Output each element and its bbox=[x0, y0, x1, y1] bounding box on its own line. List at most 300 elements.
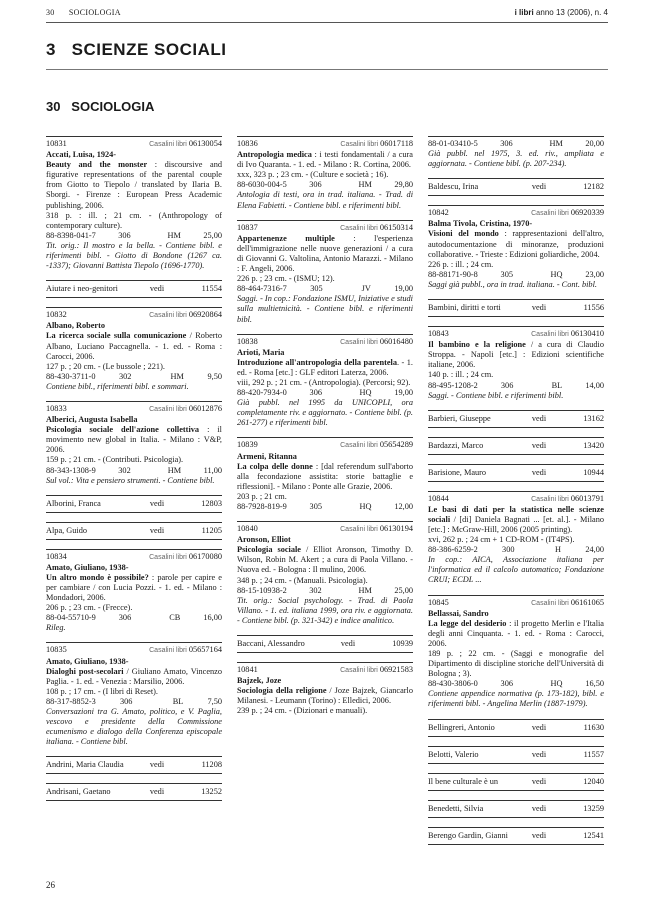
cross-reference bbox=[428, 178, 604, 196]
entry-description: : [dal referendum sull'aborto alla fecondazione assistita: storie battaglie e riflessioni]. - Milano : Ponte alle Grazie, 2006. bbox=[237, 461, 413, 491]
column-2 bbox=[237, 136, 413, 726]
isbn: 88-430-3711-0 bbox=[46, 371, 96, 381]
footer-page-number: 26 bbox=[46, 880, 55, 890]
entry-author: Arioti, Maria bbox=[237, 347, 285, 357]
isbn-row bbox=[46, 231, 222, 241]
entry-description: / Joze Bajzek, Giancarlo Milanesi. - Leumann (Torino) : Elledici, 2006. bbox=[237, 686, 413, 706]
entry-source bbox=[149, 310, 222, 321]
entry-number: 10837 bbox=[237, 222, 258, 232]
isbn: 88-495-1208-2 bbox=[428, 380, 478, 390]
entry-description: : i testi fondamentali / a cura di Ivo Quaranta. - 1. ed. - Milano : R. Cortina, 2006. bbox=[237, 150, 413, 170]
entry-source bbox=[340, 337, 413, 348]
entry-body bbox=[428, 340, 604, 370]
xref-see: vedi bbox=[531, 803, 547, 813]
xref-number: 11205 bbox=[201, 525, 222, 535]
cross-reference bbox=[46, 495, 222, 513]
entry-number: 10844 bbox=[428, 493, 449, 503]
entry-title: Psicologia sociale dell'azione collettiva bbox=[46, 425, 200, 435]
entry-number: 10843 bbox=[428, 329, 449, 339]
cross-reference bbox=[428, 773, 604, 791]
source-code: 06013791 bbox=[570, 493, 604, 503]
catalog-entry bbox=[46, 642, 222, 747]
price: 29,80 bbox=[394, 180, 413, 190]
source-label: Casalini libri bbox=[531, 210, 569, 218]
xref-see: vedi bbox=[531, 722, 547, 732]
cross-reference bbox=[428, 464, 604, 482]
journal-name: i libri bbox=[514, 8, 534, 17]
entry-id-row bbox=[428, 208, 604, 219]
entry-id-row bbox=[428, 494, 604, 505]
entry-description: : parole per capire e per cambiare / con Lucia Pozzi. - 1. ed. - Milano : Mondadori, 2006. bbox=[46, 572, 222, 603]
entry-description: : discoursive and figurative representations of the parental couple from Giotto to Tiepolo / translated by Ilaria B. Sborgi. - Firenze : European Press Academic publishing, 2006. bbox=[46, 160, 222, 210]
entry-title: Un altro mondo è possibile? bbox=[46, 572, 149, 582]
xref-number: 10944 bbox=[583, 467, 604, 477]
entry-author: Albano, Roberto bbox=[46, 321, 106, 331]
price: 14,00 bbox=[585, 380, 604, 390]
entry-description: / Elliot Aronson, Timothy D. Wilson, Robin M. Akert ; a cura di Paola Villano. - Nuova ed. - Bologna : Il mulino, 2006. bbox=[237, 545, 413, 575]
cross-reference bbox=[428, 827, 604, 845]
entry-notes: Tit. orig.: Il mostro e la bella. - Contiene bibl. e riferimenti bibl. - Giotto di Bondone (1267 ca. -1337); Giovanni Battista Tiepolo (1696-1770). bbox=[46, 240, 222, 271]
classification bbox=[287, 586, 395, 596]
classification bbox=[287, 180, 395, 190]
dewey-number: 305 bbox=[310, 284, 323, 294]
entry-physical: 348 p. ; 24 cm. - (Manuali. Psicologia). bbox=[237, 575, 368, 585]
entry-id-row bbox=[237, 337, 413, 348]
entry-description: . - 1. ed. - Roma [etc.] : GLF editori Laterza, 2006. bbox=[237, 357, 413, 377]
entry-title: Visioni del mondo bbox=[428, 229, 499, 239]
source-label: Casalini libri bbox=[149, 312, 187, 320]
entry-description: : il movimento new global in Italia. - Milano : V&P, 2006. bbox=[46, 425, 222, 455]
entry-number: 10840 bbox=[237, 524, 258, 534]
source-label: Casalini libri bbox=[340, 338, 378, 346]
entry-id-row bbox=[237, 440, 413, 451]
source-label: Casalini libri bbox=[531, 331, 569, 339]
entry-title: Psicologia sociale bbox=[237, 545, 301, 555]
entry-author: Aronson, Elliot bbox=[237, 535, 291, 545]
catalog-entry bbox=[428, 595, 604, 710]
entry-title: La legge del desiderio bbox=[428, 618, 507, 628]
price: 25,00 bbox=[203, 230, 222, 240]
lc-class: HQ bbox=[550, 269, 563, 279]
price: 23,00 bbox=[585, 269, 604, 279]
xref-see: vedi bbox=[531, 749, 547, 759]
catalog-entry bbox=[237, 136, 413, 211]
catalog-entry bbox=[428, 326, 604, 401]
xref-number: 13162 bbox=[583, 413, 604, 423]
xref-name: Barbieri, Giuseppe bbox=[428, 413, 491, 423]
entry-source bbox=[340, 223, 413, 234]
xref-number: 11630 bbox=[583, 722, 604, 732]
catalog-entry bbox=[237, 662, 413, 716]
catalog-entry bbox=[46, 307, 222, 392]
entry-physical: 226 p. ; 23 cm. - (ISMU; 12). bbox=[237, 274, 335, 284]
xref-see: vedi bbox=[531, 776, 547, 786]
dewey-number: 306 bbox=[309, 388, 322, 398]
entry-source bbox=[531, 598, 604, 609]
cross-reference bbox=[46, 522, 222, 540]
isbn-row bbox=[428, 270, 604, 280]
entry-source bbox=[149, 552, 222, 563]
isbn: 88-88171-90-8 bbox=[428, 269, 478, 279]
entry-number: 10834 bbox=[46, 551, 67, 561]
classification bbox=[96, 697, 208, 707]
classification bbox=[478, 679, 586, 689]
entry-author: Armeni, Ritanna bbox=[237, 451, 297, 461]
entry-number: 10835 bbox=[46, 645, 67, 655]
entry-number: 10839 bbox=[237, 440, 258, 450]
xref-name: Bardazzi, Marco bbox=[428, 440, 484, 450]
classification bbox=[287, 388, 395, 398]
entry-number: 10838 bbox=[237, 336, 258, 346]
entry-id-row bbox=[46, 310, 222, 321]
entry-body bbox=[237, 545, 413, 575]
xref-number: 11556 bbox=[583, 303, 604, 313]
entry-physical: xxx, 323 p. ; 23 cm. - (Culture e società ; 16). bbox=[237, 170, 389, 180]
xref-name: Bellingreri, Antonio bbox=[428, 722, 495, 732]
entry-physical: 108 p. ; 17 cm. - (I libri di Reset). bbox=[46, 686, 158, 696]
entry-source bbox=[340, 665, 413, 676]
lc-class: H bbox=[555, 545, 562, 555]
xref-number: 12182 bbox=[583, 182, 604, 192]
xref-name: Benedetti, Silvia bbox=[428, 803, 484, 813]
cross-reference bbox=[428, 410, 604, 428]
source-code: 06920339 bbox=[570, 208, 604, 218]
lc-class: HQ bbox=[359, 388, 372, 398]
entry-physical: 189 p. ; 22 cm. - (Saggi e monografie del Dipartimento di discipline storiche dell'Università di Bologna ; 3). bbox=[428, 649, 604, 679]
lc-class: JV bbox=[361, 284, 371, 294]
lc-class: HM bbox=[167, 230, 181, 240]
dewey-number: 306 bbox=[500, 139, 513, 148]
entry-notes: Già pubbl. nel 1995 da UNICOPLI, ora completamente riv. e aggiornato. - Contiene bibl. (p. 261-277) e riferimenti bibl. bbox=[237, 398, 413, 428]
price: 19,00 bbox=[394, 284, 413, 294]
entry-source bbox=[149, 139, 222, 150]
entry-body bbox=[428, 619, 604, 649]
entry-number: 10845 bbox=[428, 597, 449, 607]
entry-number: 10841 bbox=[237, 665, 258, 675]
chapter-title: 3 SCIENZE SOCIALI bbox=[46, 40, 227, 59]
entry-id-row bbox=[428, 598, 604, 609]
entry-author: Accati, Luisa, 1924- bbox=[46, 150, 117, 160]
source-code: 06130054 bbox=[188, 139, 222, 148]
xref-see: vedi bbox=[149, 525, 165, 535]
classification bbox=[478, 545, 586, 555]
dewey-number: 306 bbox=[119, 696, 133, 706]
entry-description: / Giuliano Amato, Vincenzo Paglia. - 1. ed. - Venezia : Marsilio, 2006. bbox=[46, 666, 222, 686]
price: 16,00 bbox=[203, 613, 222, 623]
source-label: Casalini libri bbox=[531, 599, 569, 607]
xref-see: vedi bbox=[531, 303, 547, 313]
entry-body bbox=[237, 462, 413, 492]
source-code: 06017118 bbox=[380, 139, 413, 148]
xref-see: vedi bbox=[340, 639, 356, 649]
xref-number: 12040 bbox=[583, 776, 604, 786]
entry-source bbox=[149, 404, 222, 415]
entry-notes: Tit. orig.: Social psychology. - Trad. di Paola Villano. - 1. ed. italiana 1999, ora riv. e aggiornata. - Contiene bibl. (p. 321-342) e indice analitico. bbox=[237, 595, 413, 625]
entry-title: Antropologia medica bbox=[237, 150, 312, 160]
entry-title: Le basi di dati per la statistica nelle scienze sociali bbox=[428, 504, 604, 524]
isbn: 88-317-8852-3 bbox=[46, 696, 96, 706]
source-label: Casalini libri bbox=[340, 141, 379, 148]
dewey-number: 306 bbox=[500, 679, 513, 689]
isbn: 88-6030-004-5 bbox=[237, 180, 287, 190]
entry-title: Appartenenze multiple bbox=[237, 233, 335, 243]
source-code: 06016480 bbox=[379, 336, 413, 346]
entry-body bbox=[46, 573, 222, 603]
entry-body bbox=[237, 234, 413, 274]
cross-reference bbox=[428, 299, 604, 317]
entry-source bbox=[531, 208, 604, 219]
dewey-number: 305 bbox=[500, 269, 513, 279]
isbn-row bbox=[428, 139, 604, 149]
entry-notes: Saggi. - Contiene bibl. e riferimenti bibl. bbox=[428, 390, 564, 400]
source-label: Casalini libri bbox=[340, 667, 378, 675]
dewey-number: 306 bbox=[500, 380, 514, 390]
entry-body bbox=[237, 358, 413, 378]
catalog-entry bbox=[237, 334, 413, 429]
lc-class: BL bbox=[551, 380, 563, 390]
isbn: 88-04-55710-9 bbox=[46, 613, 96, 623]
cross-reference bbox=[428, 746, 604, 764]
entry-author: Alberici, Augusta Isabella bbox=[46, 415, 138, 425]
entry-physical: 206 p. ; 23 cm. - (Frecce). bbox=[46, 603, 133, 613]
entry-notes: Saggi. - In cop.: Fondazione ISMU, Iniziative e studi sulla multietnicità. - Contiene bibl. e riferimenti bibl. bbox=[237, 294, 413, 324]
xref-number: 12803 bbox=[201, 498, 222, 508]
price: 12,00 bbox=[394, 502, 413, 511]
lc-class: HM bbox=[167, 465, 182, 475]
dewey-number: 306 bbox=[118, 230, 131, 240]
dewey-number: 305 bbox=[309, 502, 322, 511]
entry-title: Introduzione all'antropologia della parentela bbox=[237, 357, 397, 367]
entry-number: 10833 bbox=[46, 403, 67, 413]
dewey-number: 302 bbox=[118, 465, 131, 475]
classification bbox=[287, 502, 395, 512]
xref-see: vedi bbox=[149, 498, 165, 508]
entry-id-row bbox=[237, 139, 413, 150]
entry-author: Amato, Giuliano, 1938- bbox=[46, 562, 129, 572]
xref-number: 11208 bbox=[201, 760, 222, 770]
xref-number: 11554 bbox=[201, 284, 222, 294]
source-code: 06150314 bbox=[379, 222, 413, 232]
entry-title: Il bambino e la religione bbox=[428, 340, 526, 350]
cross-reference bbox=[237, 635, 413, 653]
catalog-entry bbox=[46, 401, 222, 486]
source-code: 06130410 bbox=[570, 329, 604, 339]
isbn-row bbox=[46, 697, 222, 707]
catalog-entry bbox=[237, 437, 413, 512]
journal-issue: anno 13 (2006), n. 4 bbox=[535, 8, 608, 17]
isbn-row bbox=[237, 586, 413, 596]
running-header-left bbox=[46, 8, 133, 17]
xref-name: Andrini, Maria Claudia bbox=[46, 760, 124, 770]
cross-reference bbox=[428, 800, 604, 818]
entry-notes: Conversazioni tra G. Amato, politico, e V. Paglia, vescovo e presidente della Commissione ecumenismo e dialogo della Conferenza episcopale italiana. - Contiene bibl. bbox=[46, 707, 222, 747]
lc-class: BL bbox=[172, 696, 184, 706]
cross-reference bbox=[428, 719, 604, 737]
price: 9,50 bbox=[207, 371, 222, 381]
lc-class: CB bbox=[169, 613, 181, 623]
isbn-row bbox=[237, 502, 413, 512]
price: 24,00 bbox=[585, 545, 604, 555]
source-code: 05654289 bbox=[379, 440, 413, 450]
classification bbox=[96, 466, 204, 476]
entry-notes: Sul vol.: Vita e pensiero strumenti. - Contiene bibl. bbox=[46, 475, 215, 485]
xref-see: vedi bbox=[531, 467, 547, 477]
isbn-row bbox=[237, 284, 413, 294]
xref-name: Berengo Gardin, Gianni bbox=[428, 830, 508, 840]
entry-body bbox=[46, 160, 222, 210]
xref-name: Belotti, Valerio bbox=[428, 749, 479, 759]
entry-physical: 318 p. : ill. ; 21 cm. - (Anthropology of contemporary culture). bbox=[46, 210, 222, 230]
isbn: 88-420-7934-0 bbox=[237, 388, 287, 398]
isbn: 88-7928-819-9 bbox=[237, 502, 287, 511]
entry-physical: 203 p. ; 21 cm. bbox=[237, 491, 287, 501]
price: 19,00 bbox=[394, 388, 413, 398]
isbn-row bbox=[237, 180, 413, 190]
catalog-entry bbox=[46, 136, 222, 271]
entry-physical: 140 p. : ill. ; 24 cm. bbox=[428, 370, 494, 380]
catalog-entry bbox=[428, 205, 604, 290]
entry-number: 10836 bbox=[237, 139, 258, 148]
entry-body bbox=[428, 505, 604, 535]
entry-notes: Contiene bibl., riferimenti bibl. e sommari. bbox=[46, 381, 189, 391]
entry-source bbox=[340, 139, 413, 150]
dewey-number: 306 bbox=[309, 180, 322, 190]
cross-reference bbox=[46, 280, 222, 298]
entry-body bbox=[428, 229, 604, 259]
isbn-row bbox=[46, 613, 222, 623]
lc-class: HM bbox=[170, 371, 184, 381]
entry-body bbox=[237, 150, 413, 170]
isbn-row bbox=[428, 545, 604, 555]
classification bbox=[478, 381, 586, 391]
xref-number: 13252 bbox=[201, 787, 222, 797]
lc-class: HQ bbox=[550, 679, 563, 689]
chapter-divider bbox=[46, 69, 608, 70]
isbn-row bbox=[46, 466, 222, 476]
xref-see: vedi bbox=[531, 182, 547, 192]
xref-name: Aiutare i neo-genitori bbox=[46, 284, 118, 294]
source-code: 06920864 bbox=[188, 310, 222, 320]
classification bbox=[96, 231, 204, 241]
entry-physical: 159 p. ; 21 cm. - (Contributi. Psicologia). bbox=[46, 455, 184, 465]
classification bbox=[287, 284, 395, 294]
isbn: 88-15-10938-2 bbox=[237, 585, 287, 595]
xref-see: vedi bbox=[149, 787, 165, 797]
source-label: Casalini libri bbox=[149, 647, 187, 655]
entry-source bbox=[340, 524, 413, 535]
entry-notes: Già pubbl. nel 1975, 3. ed. riv., ampliata e aggiornata. - Contiene bibl. (p. 207-234). bbox=[428, 149, 604, 169]
source-label: Casalini libri bbox=[531, 495, 569, 503]
entry-description: : il progetto Merlin e l'Italia degli anni Cinquanta. - 1. ed. - Roma : Carocci, 2006. bbox=[428, 618, 604, 648]
classification bbox=[95, 372, 207, 382]
entry-id-row bbox=[237, 223, 413, 234]
entry-body bbox=[46, 425, 222, 455]
entry-id-row bbox=[46, 645, 222, 656]
isbn-row bbox=[428, 381, 604, 391]
catalog-entry bbox=[237, 220, 413, 325]
entry-description: : l'esperienza dell'immigrazione nelle nuove generazioni / a cura di Giovanni G. Valtolina, Antonio Marazzi. - Milano : F. Angeli, 2006. bbox=[237, 233, 413, 274]
source-label: Casalini libri bbox=[340, 442, 378, 450]
source-label: Casalini libri bbox=[340, 224, 378, 232]
source-code: 06130194 bbox=[379, 524, 413, 534]
xref-see: vedi bbox=[149, 760, 165, 770]
price: 20,00 bbox=[585, 139, 604, 148]
catalog-entry bbox=[237, 521, 413, 626]
xref-name: Baccani, Alessandro bbox=[237, 639, 305, 649]
xref-name: Barisione, Mauro bbox=[428, 467, 487, 477]
source-code: 06161065 bbox=[570, 597, 604, 607]
lc-class: HM bbox=[358, 180, 372, 190]
catalog-entry bbox=[428, 491, 604, 586]
dewey-number: 300 bbox=[502, 545, 515, 555]
entry-physical: 226 p. : ill. ; 24 cm. bbox=[428, 259, 494, 269]
section-title: 30 SOCIOLOGIA bbox=[46, 99, 155, 114]
entry-body bbox=[46, 667, 222, 687]
isbn-row bbox=[237, 388, 413, 398]
isbn: 88-8398-041-7 bbox=[46, 230, 96, 240]
entry-physical: xvi, 262 p. ; 24 cm + 1 CD-ROM - (IT4PS). bbox=[428, 535, 575, 545]
entry-id-row bbox=[237, 665, 413, 676]
cross-reference bbox=[46, 756, 222, 774]
price: 7,50 bbox=[207, 696, 222, 706]
isbn: 88-430-3806-0 bbox=[428, 679, 478, 689]
entry-source bbox=[340, 440, 413, 451]
lc-class: HM bbox=[549, 139, 563, 148]
source-label: Casalini libri bbox=[340, 526, 378, 534]
entry-continuation bbox=[428, 136, 604, 169]
entry-notes: In cop.: AICA, Associazione italiana per l'informatica ed il calcolo automatico; Fondazione CRUI; ECDL ... bbox=[428, 555, 604, 585]
cross-reference bbox=[46, 783, 222, 801]
xref-name: Andrisani, Gaetano bbox=[46, 787, 111, 797]
xref-name: Alborini, Franca bbox=[46, 498, 101, 508]
header-section-label: SOCIOLOGIA bbox=[68, 8, 121, 17]
entry-title: Dialoghi post-secolari bbox=[46, 666, 124, 676]
isbn: 88-343-1308-9 bbox=[46, 465, 96, 475]
source-code: 06012876 bbox=[188, 403, 222, 413]
header-page-number: 30 bbox=[46, 8, 55, 17]
classification bbox=[478, 270, 586, 280]
source-code: 06921583 bbox=[379, 665, 413, 675]
xref-number: 10939 bbox=[392, 639, 413, 649]
entry-notes: Contiene appendice normativa (p. 173-182), bibl. e riferimenti bibl. - Angelina Merlin (1887-1979). bbox=[428, 689, 604, 709]
dewey-number: 306 bbox=[118, 613, 132, 623]
isbn: 88-01-03410-5 bbox=[428, 139, 478, 148]
entry-number: 10831 bbox=[46, 139, 67, 148]
entry-source bbox=[531, 329, 604, 340]
xref-number: 13259 bbox=[583, 803, 604, 813]
entry-notes: Saggi già pubbl., ora in trad. italiana. - Cont. bibl. bbox=[428, 279, 597, 289]
entry-body bbox=[237, 686, 413, 706]
entry-title: La colpa delle donne bbox=[237, 461, 313, 471]
cross-reference bbox=[428, 437, 604, 455]
xref-see: vedi bbox=[531, 413, 547, 423]
entry-physical: 239 p. ; 24 cm. - (Dizionari e manuali). bbox=[237, 706, 368, 716]
entry-title: La ricerca sociale sulla comunicazione bbox=[46, 331, 187, 341]
xref-number: 11557 bbox=[583, 749, 604, 759]
entry-id-row bbox=[46, 139, 222, 150]
entry-id-row bbox=[46, 552, 222, 563]
classification bbox=[96, 613, 204, 623]
price: 16,50 bbox=[585, 679, 604, 689]
xref-see: vedi bbox=[531, 830, 547, 840]
entry-author: Amato, Giuliano, 1938- bbox=[46, 656, 129, 666]
xref-name: Baldescu, Irina bbox=[428, 182, 479, 192]
source-label: Casalini libri bbox=[149, 405, 187, 413]
source-label: Casalini libri bbox=[149, 553, 187, 561]
xref-see: vedi bbox=[531, 440, 547, 450]
entry-description: / Roberto Albano, Luciano Paccagnella. - 1. ed. - Roma : Carocci, 2006. bbox=[46, 331, 223, 361]
entry-author: Balma Tivola, Cristina, 1970- bbox=[428, 219, 533, 229]
